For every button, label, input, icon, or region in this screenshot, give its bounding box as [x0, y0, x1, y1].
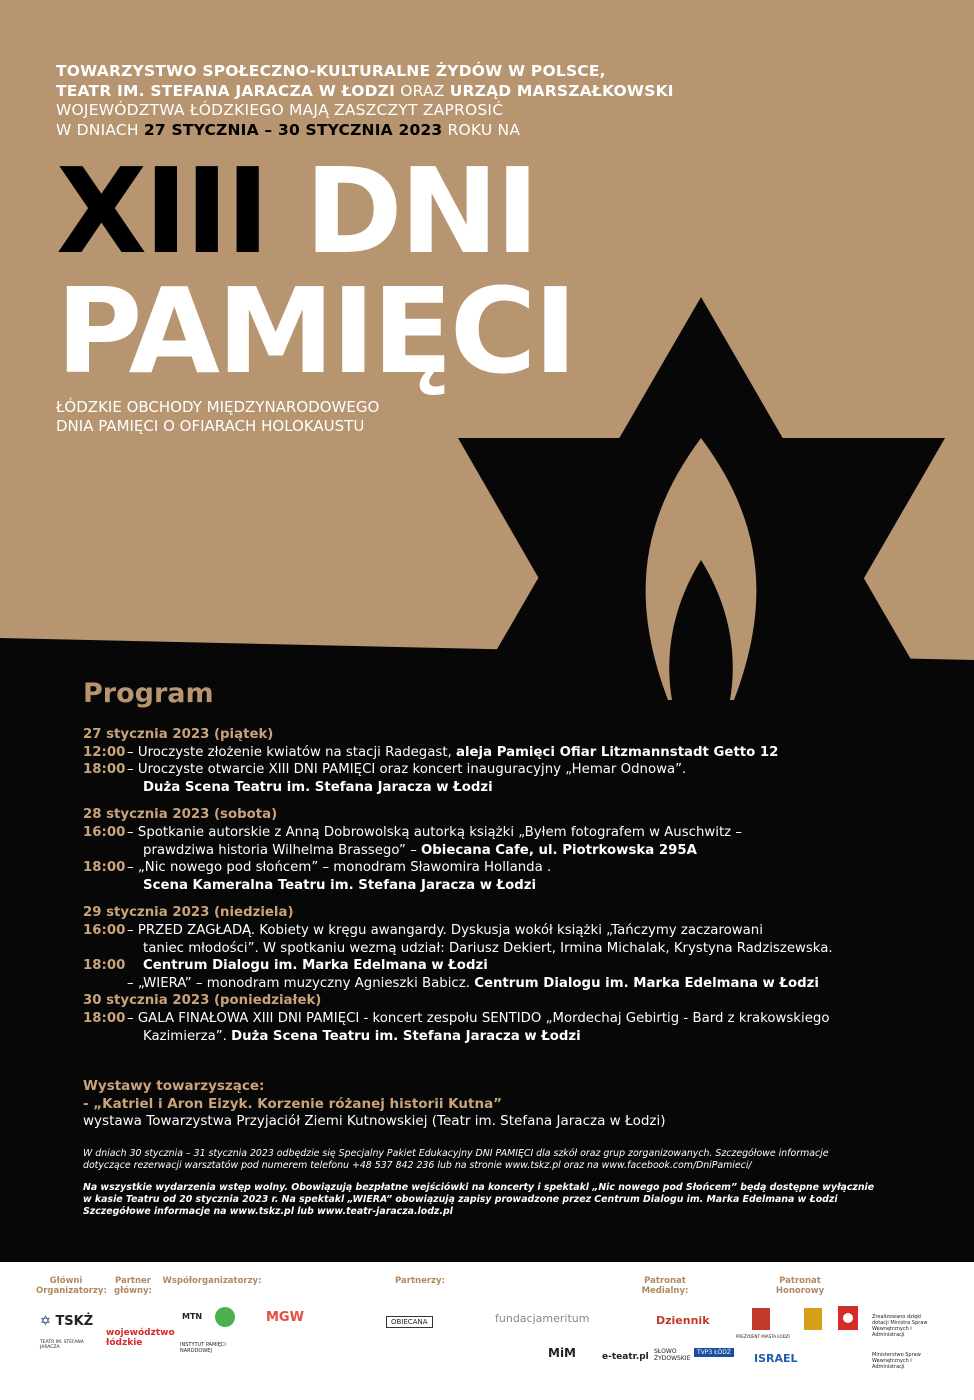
mtn-logo: MTN: [182, 1312, 203, 1321]
program-heading: Program: [83, 678, 214, 709]
slowo-zydowskie-logo: SŁOWO ŻYDOWSKIE: [654, 1348, 691, 1362]
event-item: 12:00 – Uroczyste złożenie kwiatów na stacji Radegast, aleja Pamięci Ofiar Litzmannstadt Getto 12: [83, 744, 779, 760]
header-line-3: WOJEWÓDZTWA ŁÓDZKIEGO MAJĄ ZASZCZYT ZAPROSIĆ: [56, 101, 504, 119]
day-30: 30 stycznia 2023 (poniedziałek) 18:00 – GALA FINAŁOWA XIII DNI PAMIĘCI - koncert zespołu SENTIDO „Mordechaj Gebirtig - Bard z krakowskiego Kazimierza”. Duża Scena Teatru im. Stefana Jaracza w Łodzi: [83, 992, 953, 1045]
mim-logo: MiM: [548, 1346, 576, 1360]
program-schedule: [83, 726, 953, 1055]
dziennik-logo: Dziennik: [656, 1314, 710, 1327]
lodz-coat-icon: [752, 1308, 770, 1332]
day-28: 28 stycznia 2023 (sobota) 16:00 – Spotkanie autorskie z Anną Dobrowolską autorką książki „Byłem fotografem w Auschwitz – prawdziwa historia Wilhelma Brassego” – Obiecana Cafe, ul. Piotrkowska 295A 18:00 – „Nic nowego pod słońcem” – monodram Sławomira Hollanda . Scena Kameralna Teatru im. Stefana Jaracza w Łodzi: [83, 806, 953, 894]
label-honorary: Patronat Honorowy: [775, 1276, 825, 1296]
label-media: Patronat Medialny:: [641, 1276, 689, 1296]
header-line-1: TOWARZYSTWO SPOŁECZNO-KULTURALNE ŻYDÓW W POLSCE,: [56, 62, 606, 80]
ipn-logo: INSTYTUT PAMIĘCI NARODOWEJ: [180, 1342, 226, 1354]
subtitle: ŁÓDZKIE OBCHODY MIĘDZYNARODOWEGO DNIA PAMIĘCI O OFIARACH HOLOKAUSTU: [56, 398, 380, 435]
wojewodztwo-logo: województwo łódzkie: [106, 1328, 175, 1348]
partners-strip: [0, 1262, 974, 1400]
label-co-organizers: Współorganizatorzy:: [162, 1276, 262, 1286]
ministry-logo: Ministerstwo Spraw Wewnętrznych i Administracji: [872, 1352, 921, 1370]
eteatr-logo: e-teatr.pl: [602, 1352, 649, 1362]
tvp3-logo: TVP3 ŁÓDŹ: [694, 1348, 734, 1357]
event-item: 16:00 – Spotkanie autorskie z Anną Dobrowolską autorką książki „Byłem fotografem w Auschwitz – prawdziwa historia Wilhelma Brassego” – Obiecana Cafe, ul. Piotrkowska 295A: [83, 824, 743, 858]
label-main-partner: Partner główny:: [114, 1276, 152, 1296]
obiecana-logo: OBIECANA: [386, 1316, 433, 1328]
event-item: 18:00 Centrum Dialogu im. Marka Edelmana w Łodzi – „WIERA” – monodram muzyczny Agnieszki Babicz. Centrum Dialogu im. Marka Edelmana w Łodzi: [83, 958, 819, 991]
event-item: 18:00 – GALA FINAŁOWA XIII DNI PAMIĘCI - koncert zespołu SENTIDO „Mordechaj Gebirtig - Bard z krakowskiego Kazimierza”. Duża Scena Teatru im. Stefana Jaracza w Łodzi: [83, 1010, 830, 1044]
main-title-line-2: PAMIĘCI: [56, 262, 575, 400]
day-29: 29 stycznia 2023 (niedziela) 16:00 – PRZED ZAGŁADĄ. Kobiety w kręgu awangardy. Dyskusja wokół książki „Tańczymy zaczarowani taniec młodości”. W spotkaniu wezmą udział: Dariusz Dekiert, Irmina Michalak, Krystyna Radziszewska. 18:00 Centrum Dialogu im. Marka Edelmana w Łodzi – „WIERA” – monodram muzyczny Agnieszki Babicz. Centrum Dialogu im. Marka Edelmana w Łodzi: [83, 904, 953, 992]
header-line-2: TEATR IM. STEFANA JARACZA W ŁODZI ORAZ URZĄD MARSZAŁKOWSKI: [56, 81, 674, 100]
exhibitions: Wystawy towarzyszące: - „Katriel i Aron Eizyk. Korzenie różanej historii Kutna” wystawa Towarzystwa Przyjaciół Ziemi Kutnowskiej (Teatr im. Stefana Jaracza w Łodzi): [83, 1078, 666, 1129]
main-title-line-1: XIII DNI: [56, 142, 537, 280]
ministry-grant-note: Zrealizowano dzięki dotacji Ministra Spraw Wewnętrznych i Administracji: [872, 1314, 928, 1338]
prezydent-logo: PREZYDENT MIASTA ŁODZI: [736, 1334, 790, 1339]
label-main-organizers: Główni Organizatorzy:: [36, 1276, 107, 1296]
teatr-logo: TEATR IM. STEFANA JARACZA: [40, 1340, 84, 1350]
entry-note: Na wszystkie wydarzenia wstęp wolny. Obowiązują bezpłatne wejściówki na koncerty i spektakl „Nic nowego pod Słońcem” będą dostępne wyłącznie w kasie Teatru od 20 stycznia 2023 r. Na spektakl „WIERA” obowiązują zapisy prowadzone przez Centrum Dialogu im. Marka Edelmana w Łodzi Szczegółowe informacje na www.tskz.pl lub www.teatr-jaracza.lodz.pl: [83, 1182, 875, 1217]
green-logo-icon: [214, 1306, 236, 1330]
header-line-4: W DNIACH 27 STYCZNIA – 30 STYCZNIA 2023 ROKU NA: [56, 120, 521, 139]
polish-eagle-icon: [838, 1306, 858, 1332]
meritum-logo: fundacjameritum: [495, 1312, 590, 1325]
day-27: 27 stycznia 2023 (piątek) 12:00 – Uroczyste złożenie kwiatów na stacji Radegast, aleja Pamięci Ofiar Litzmannstadt Getto 12 18:00 – Uroczyste otwarcie XIII DNI PAMIĘCI oraz koncert inauguracyjny „Hemar Odnowa”. Duża Scena Teatru im. Stefana Jaracza w Łodzi: [83, 726, 953, 796]
event-item: 18:00 – „Nic nowego pod słońcem” – monodram Sławomira Hollanda . Scena Kameralna Teatru im. Stefana Jaracza w Łodzi: [83, 860, 552, 893]
coat-of-arms-icon: [804, 1308, 822, 1332]
organizers-header: [56, 62, 674, 140]
mgw-logo: MGW: [266, 1310, 304, 1325]
event-dates: 27 STYCZNIA – 30 STYCZNIA 2023: [143, 120, 443, 139]
education-note: W dniach 30 stycznia – 31 stycznia 2023 odbędzie się Specjalny Pakiet Edukacyjny DNI PAMIĘCI dla szkół oraz grup zorganizowanych. Szczegółowe informacje dotyczące rezerwacji warsztatów pod numerem telefonu +48 537 842 236 lub na stronie www.tskz.pl oraz na www.facebook.com/DniPamieci/: [83, 1148, 829, 1171]
israel-logo: ISRAEL: [754, 1352, 798, 1365]
event-item: 18:00 – Uroczyste otwarcie XIII DNI PAMIĘCI oraz koncert inauguracyjny „Hemar Odnowa”. Duża Scena Teatru im. Stefana Jaracza w Łodzi: [83, 762, 687, 795]
event-item: 16:00 – PRZED ZAGŁADĄ. Kobiety w kręgu awangardy. Dyskusja wokół książki „Tańczymy zaczarowani taniec młodości”. W spotkaniu wezmą udział: Dariusz Dekiert, Irmina Michalak, Krystyna Radziszewska.: [83, 922, 833, 956]
tskz-logo: ✡ TSKŻ: [40, 1314, 94, 1329]
label-partners: Partnerzy:: [395, 1276, 445, 1286]
